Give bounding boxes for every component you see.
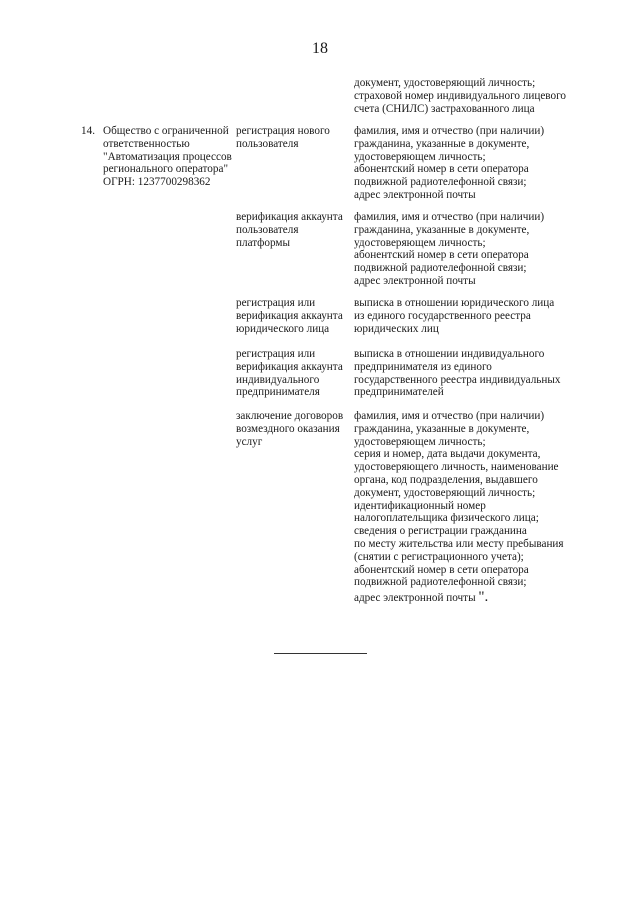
continued-data-line: документ, удостоверяющий личность;: [354, 77, 536, 89]
action-line: регистрация нового: [236, 125, 330, 137]
data-line: гражданина, указанные в документе,: [354, 422, 530, 435]
action-line: заключение договоров: [236, 410, 344, 422]
data-line: идентификационный номер: [354, 499, 486, 512]
continued-data-line: страховой номер индивидуального лицевого: [354, 89, 567, 102]
data-line: удостоверяющем личность;: [354, 150, 486, 163]
data-line: выписка в отношении индивидуального: [354, 348, 545, 360]
data-line: гражданина, указанные в документе,: [354, 223, 530, 236]
continued-data-line: счета (СНИЛС) застрахованного лица: [354, 102, 535, 115]
data-line: выписка в отношении юридического лица: [354, 297, 555, 309]
action-line: юридического лица: [236, 322, 330, 335]
data-line: подвижной радиотелефонной связи;: [354, 576, 527, 589]
action-line: услуг: [236, 435, 263, 448]
data-line: сведения о регистрации гражданина: [354, 525, 527, 538]
data-line-text: адрес электронной почты: [354, 592, 476, 605]
action-line: платформы: [236, 236, 290, 249]
action-line: регистрация или: [236, 348, 316, 360]
data-line: по месту жительства или месту пребывания: [354, 537, 564, 550]
action-cell: [236, 211, 348, 249]
data-cell: [354, 348, 594, 399]
data-line: из единого государственного реестра: [354, 309, 531, 322]
action-cell: [236, 348, 348, 399]
action-line: возмездного оказания: [236, 422, 340, 435]
data-line: гражданина, указанные в документе,: [354, 137, 530, 150]
organization-cell: [103, 125, 231, 189]
data-line: фамилия, имя и отчество (при наличии): [354, 211, 545, 223]
data-cell: [354, 211, 594, 288]
data-line: адрес электронной почты: [354, 274, 476, 287]
data-line: государственного реестра индивидуальных: [354, 373, 561, 386]
footnote-rule: [274, 653, 367, 654]
action-line: верификация аккаунта: [236, 360, 343, 373]
action-cell: [236, 125, 348, 151]
action-line: регистрация или: [236, 297, 316, 309]
closing-quote-mark: ".: [478, 589, 489, 606]
data-line: удостоверяющем личность;: [354, 236, 486, 249]
action-cell: [236, 410, 348, 448]
data-line: юридических лиц: [354, 322, 439, 335]
organization-line: ответственностью: [103, 137, 190, 150]
data-line: серия и номер, дата выдачи документа,: [354, 448, 541, 461]
action-line: верификация аккаунта: [236, 211, 343, 223]
action-line: индивидуального: [236, 373, 320, 386]
organization-line: "Автоматизация процессов: [103, 150, 232, 163]
data-line: адрес электронной почты: [354, 188, 476, 201]
data-cell: [354, 410, 594, 605]
data-cell: [354, 297, 594, 335]
data-line: удостоверяющего личность, наименование: [354, 461, 559, 474]
data-line: фамилия, имя и отчество (при наличии): [354, 410, 545, 422]
action-line: предпринимателя: [236, 386, 320, 399]
data-line: абонентский номер в сети оператора: [354, 563, 529, 576]
action-line: пользователя: [236, 137, 299, 150]
data-line: предпринимателя из единого: [354, 360, 492, 373]
data-line: (снятии с регистрационного учета);: [354, 550, 524, 563]
entry-number: 14.: [81, 125, 95, 137]
action-line: верификация аккаунта: [236, 309, 343, 322]
data-line: налогоплательщика физического лица;: [354, 512, 539, 525]
data-line: [354, 589, 594, 606]
organization-line: Общество с ограниченной: [103, 125, 229, 137]
data-line: подвижной радиотелефонной связи;: [354, 176, 527, 189]
data-line: предпринимателей: [354, 386, 444, 399]
continued-data-cell: [354, 77, 594, 115]
organization-line: ОГРН: 1237700298362: [103, 176, 211, 189]
data-line: документ, удостоверяющий личность;: [354, 486, 536, 499]
page-number: 18: [312, 40, 328, 57]
data-line: фамилия, имя и отчество (при наличии): [354, 125, 545, 137]
organization-line: регионального оператора": [103, 163, 229, 176]
data-line: абонентский номер в сети оператора: [354, 249, 529, 262]
data-line: абонентский номер в сети оператора: [354, 163, 529, 176]
action-cell: [236, 297, 348, 335]
data-cell: [354, 125, 594, 202]
data-line: органа, код подразделения, выдавшего: [354, 473, 538, 486]
data-line: подвижной радиотелефонной связи;: [354, 262, 527, 275]
action-line: пользователя: [236, 223, 299, 236]
data-line: удостоверяющем личность;: [354, 435, 486, 448]
